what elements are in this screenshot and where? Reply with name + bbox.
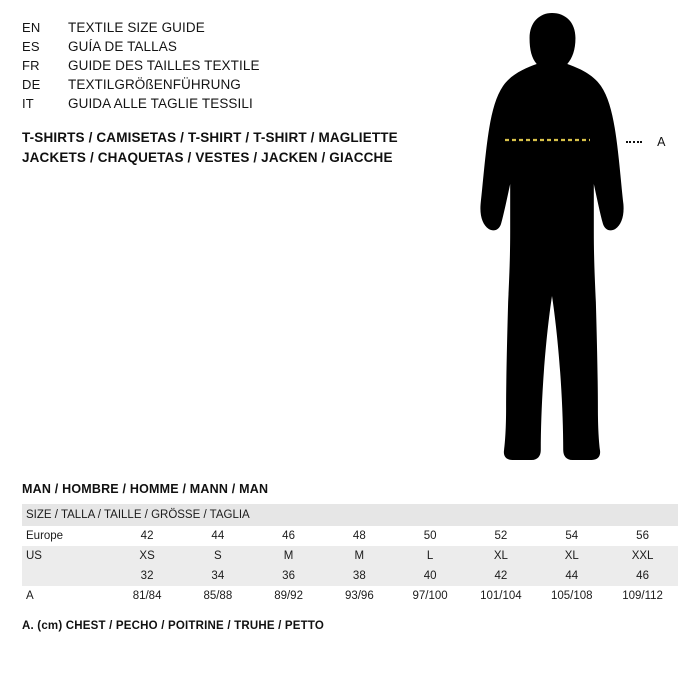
language-row (22, 56, 452, 75)
table-footnote: A. (cm) CHEST / PECHO / POITRINE / TRUHE / PETTO (22, 620, 325, 632)
table-row (22, 526, 678, 546)
table-cell: 93/96 (344, 590, 374, 602)
table-cell: 54 (565, 530, 579, 542)
language-code: ES (22, 39, 40, 54)
language-code: IT (22, 96, 34, 111)
table-cell: 89/92 (274, 590, 303, 602)
row-label (22, 566, 112, 586)
language-row (22, 94, 452, 113)
table-row (22, 566, 678, 586)
table-cell: 109/112 (622, 590, 663, 602)
table-cell: 97/100 (412, 590, 448, 602)
category-line-jackets: JACKETS / CHAQUETAS / VESTES / JACKEN / GIACCHE (22, 150, 393, 165)
man-silhouette-figure (470, 8, 670, 468)
language-row (22, 75, 452, 94)
table-cell: 42 (465, 566, 536, 586)
table-cell: 32 (112, 566, 183, 586)
language-title: TEXTILGRÖßENFÜHRUNG (68, 77, 241, 92)
table-cell: 81/84 (132, 590, 162, 602)
table-cell: XXL (607, 546, 678, 566)
language-row (22, 37, 452, 56)
table-cell: M (253, 546, 324, 566)
language-title: GUÍA DE TALLAS (68, 39, 177, 54)
category-line-tshirts: T-SHIRTS / CAMISETAS / T-SHIRT / T-SHIRT / MAGLIETTE (22, 130, 398, 145)
man-silhouette-icon (470, 8, 670, 468)
language-title: TEXTILE SIZE GUIDE (68, 20, 205, 35)
table-cell: 40 (395, 566, 466, 586)
table-cell: 50 (423, 530, 437, 542)
table-cell: L (395, 546, 466, 566)
language-code: EN (22, 20, 41, 35)
table-header-row (22, 504, 678, 526)
row-label: Europe (26, 530, 64, 542)
table-row (22, 546, 678, 566)
table-cell: 56 (636, 530, 649, 542)
table-cell: 36 (253, 566, 324, 586)
table-header-label: SIZE / TALLA / TAILLE / GRÖSSE / TAGLIA (22, 504, 678, 526)
table-cell: 101/104 (480, 590, 522, 602)
language-row (22, 18, 452, 37)
measure-leader-dots (626, 141, 642, 143)
row-label: US (22, 546, 112, 566)
table-cell: 38 (324, 566, 395, 586)
table-cell: 44 (536, 566, 607, 586)
table-cell: 105/108 (550, 590, 593, 602)
table-cell: 46 (282, 530, 295, 542)
measure-label-a: A (657, 135, 666, 149)
table-cell: XL (465, 546, 536, 566)
table-row (22, 586, 678, 606)
table-cell: 34 (182, 566, 253, 586)
language-code: FR (22, 58, 40, 73)
size-table (22, 504, 678, 606)
row-label: A (26, 590, 34, 602)
group-label-man: MAN / HOMBRE / HOMME / MANN / MAN (22, 482, 269, 496)
table-cell: 85/88 (203, 590, 233, 602)
table-cell: 46 (607, 566, 678, 586)
category-block (22, 128, 462, 168)
table-cell: 42 (140, 530, 154, 542)
table-cell: XS (112, 546, 183, 566)
table-cell: M (324, 546, 395, 566)
table-cell: S (182, 546, 253, 566)
table-cell: XL (536, 546, 607, 566)
language-code: DE (22, 77, 41, 92)
table-cell: 48 (352, 530, 366, 542)
language-title: GUIDE DES TAILLES TEXTILE (68, 58, 260, 73)
table-cell: 44 (211, 530, 225, 542)
language-title: GUIDA ALLE TAGLIE TESSILI (68, 96, 253, 111)
language-header-block (22, 18, 452, 113)
size-table-area (22, 482, 678, 632)
table-cell: 52 (494, 530, 508, 542)
